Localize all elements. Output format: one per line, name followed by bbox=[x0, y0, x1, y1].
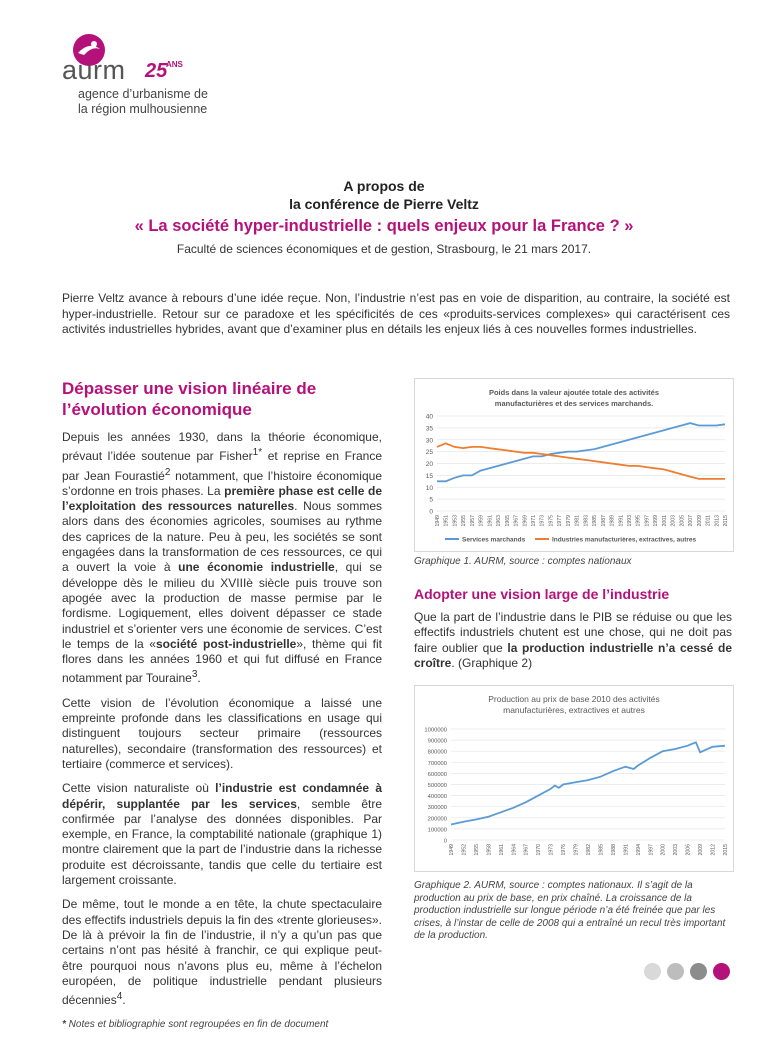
logo-wordmark: aurm bbox=[62, 55, 126, 85]
x-tick-label: 1953 bbox=[452, 515, 459, 527]
x-tick-label: 1967 bbox=[523, 844, 530, 856]
x-tick-label: 1961 bbox=[498, 844, 505, 856]
y-tick-label: 900000 bbox=[427, 738, 447, 745]
x-tick-label: 1949 bbox=[449, 844, 455, 856]
logo-tagline bbox=[78, 87, 208, 117]
y-tick-label: 200000 bbox=[427, 816, 447, 823]
legend-label: Industries manufacturières, extractives, autres bbox=[552, 536, 697, 544]
x-tick-label: 1975 bbox=[548, 515, 555, 527]
x-tick-label: 1979 bbox=[573, 844, 580, 856]
p1-text-d: . Nous sommes alors dans des économies agricoles, soumises au rythme des caprices de la nature. Peu à peu, les sociétés se sont engagées dans la transformation de ces ressources, ce qui a ouvert la voie à bbox=[62, 499, 382, 575]
x-tick-label: 1958 bbox=[486, 844, 493, 856]
main-title: « La société hyper-industrielle : quels enjeux pour la France ? » bbox=[134, 217, 634, 235]
page-indicator bbox=[644, 963, 730, 980]
footnote-star: * bbox=[62, 1019, 66, 1031]
x-tick-label: 1976 bbox=[561, 844, 568, 856]
right-text-a: Que la part de l’industrie dans le PIB se réduise ou que les effectifs industriels chutent est une chose, qui ne doit pas faire oublier que bbox=[414, 610, 732, 655]
y-tick-label: 300000 bbox=[427, 805, 447, 812]
x-tick-label: 1985 bbox=[592, 515, 599, 527]
chart-2-frame bbox=[414, 685, 734, 872]
x-tick-label: 1995 bbox=[635, 515, 642, 527]
p1-text-b: et reprise en France par Jean Fourastié bbox=[62, 449, 382, 483]
section-heading-left: Dépasser une vision linéaire de l’évolution économique bbox=[62, 379, 317, 419]
x-tick-label: 1997 bbox=[648, 844, 655, 856]
p1-text-a: Depuis les années 1930, dans la théorie économique, prévaut l’idée soutenue par Fisher bbox=[62, 430, 382, 464]
y-tick-label: 25 bbox=[425, 449, 433, 457]
x-tick-label: 1991 bbox=[618, 515, 625, 527]
footnote-ref: 4 bbox=[116, 991, 123, 1003]
x-tick-label: 1967 bbox=[513, 515, 520, 527]
x-tick-label: 2013 bbox=[714, 515, 721, 527]
x-tick-label: 2003 bbox=[673, 844, 680, 856]
y-tick-label: 1000000 bbox=[424, 727, 447, 734]
right-paragraph bbox=[414, 610, 732, 671]
p1-text-c: notamment, que l’histoire économique s’ordonne en trois phases. La bbox=[62, 468, 382, 498]
x-tick-label: 1971 bbox=[531, 515, 537, 527]
legend-label: Services marchands bbox=[462, 536, 526, 544]
x-tick-label: 1982 bbox=[586, 844, 592, 856]
y-tick-label: 400000 bbox=[427, 794, 447, 801]
x-tick-label: 1965 bbox=[504, 515, 511, 527]
y-tick-label: 10 bbox=[425, 484, 433, 492]
x-tick-label: 1979 bbox=[565, 515, 572, 527]
x-tick-label: 1964 bbox=[511, 844, 518, 856]
x-tick-label: 2000 bbox=[660, 844, 667, 856]
y-tick-label: 700000 bbox=[427, 760, 447, 767]
y-tick-label: 800000 bbox=[427, 749, 447, 756]
x-tick-label: 1977 bbox=[557, 515, 564, 527]
x-tick-label: 2009 bbox=[696, 515, 703, 527]
y-tick-label: 15 bbox=[425, 472, 433, 480]
footnote-ref: 1* bbox=[252, 447, 263, 459]
p1-text-g: . bbox=[197, 671, 201, 686]
x-tick-label: 2003 bbox=[670, 515, 677, 527]
x-tick-label: 2006 bbox=[685, 844, 692, 856]
footnote-ref: 3 bbox=[191, 669, 198, 681]
y-tick-label: 600000 bbox=[427, 771, 447, 778]
page-dot bbox=[667, 963, 684, 980]
x-tick-label: 1993 bbox=[627, 515, 633, 527]
p4-text-b: . bbox=[122, 993, 126, 1008]
intro-paragraph: Pierre Veltz avance à rebours d’une idée reçue. Non, l’industrie n’est pas en voie de disparition, au contraire, la société est hyper-industrielle. Retour sur ce paradoxe et les spécificités de ces «produits-services complexes» qui caractérisent ces activités industrielles hybrides, avant que d’examiner plus en détails les enjeux liés à ces nouvelles formes industrielles. bbox=[62, 291, 730, 336]
p1-bold-2: une économie industrielle bbox=[178, 560, 335, 575]
x-tick-label: 2011 bbox=[705, 515, 712, 527]
x-tick-label: 2007 bbox=[688, 515, 695, 527]
page-dot bbox=[713, 963, 730, 980]
x-tick-label: 2015 bbox=[723, 844, 729, 856]
chart-1-title: manufacturières et des services marchands. bbox=[494, 399, 654, 408]
footnote-text: Notes et bibliographie sont regroupées en fin de document bbox=[65, 1019, 329, 1031]
p3-text-b: , semble être confirmée par l’analyse des données disponibles. Par exemple, en France, la comptabilité nationale (graphique 1) montre clairement que la part de l’industrie dans la richesse produite est décroissante, tandis que celle du tertiaire est largement croissante. bbox=[62, 796, 382, 888]
footnote-ref: 2 bbox=[164, 466, 171, 478]
x-tick-label: 1952 bbox=[461, 844, 468, 856]
p3-text-a: Cette vision naturaliste où bbox=[62, 781, 216, 796]
y-tick-label: 35 bbox=[425, 425, 433, 433]
x-tick-label: 1981 bbox=[574, 515, 581, 527]
x-tick-label: 1988 bbox=[610, 844, 617, 856]
x-tick-label: 1994 bbox=[635, 844, 642, 856]
y-tick-label: 500000 bbox=[427, 783, 447, 789]
section-heading-right: Adopter une vision large de l’industrie bbox=[414, 586, 670, 602]
logo-ans: ANS bbox=[166, 60, 183, 69]
x-tick-label: 1957 bbox=[469, 515, 476, 527]
right-text-bold: la production industrielle n’a cessé de croître bbox=[414, 640, 733, 670]
chart-1 bbox=[415, 379, 733, 551]
x-tick-label: 1973 bbox=[539, 515, 546, 527]
x-tick-label: 1955 bbox=[473, 844, 480, 856]
logo-25: 25 bbox=[145, 60, 168, 82]
x-tick-label: 1961 bbox=[487, 515, 494, 527]
series-line-2 bbox=[437, 443, 725, 479]
p1-bold-1: première phase est celle de l’exploitation des ressources naturelles bbox=[62, 483, 383, 514]
y-tick-label: 100000 bbox=[427, 827, 447, 834]
x-tick-label: 1970 bbox=[536, 844, 543, 856]
chart-1-title: Poids dans la valeur ajoutée totale des activités bbox=[488, 388, 660, 397]
series-line-1 bbox=[451, 742, 725, 824]
left-column bbox=[62, 430, 382, 1042]
x-tick-label: 1985 bbox=[598, 844, 605, 856]
footnote bbox=[62, 1017, 382, 1032]
p4-text-a: De même, tout le monde a en tête, la chute spectaculaire des effectifs industriels depuis la fin des «trente glorieuses». De là à prévoir la fin de l’industrie, il n’y a qu’un pas que certains n’ont pas hésité à franchir, ce qui explique peut-être pourquoi nous n’avons plus eu, même à l’échelon européen, de politique industrielle pendant plusieurs décennies bbox=[62, 897, 382, 1008]
x-tick-label: 1997 bbox=[644, 515, 651, 527]
p3-bold: l’industrie est condamnée à dépérir, supplantée par les services bbox=[62, 781, 383, 811]
x-tick-label: 1969 bbox=[522, 515, 529, 527]
series-line-1 bbox=[437, 423, 725, 481]
p1-bold-3: société post-industrielle bbox=[155, 636, 297, 651]
logo-tagline-line2: la région mulhousienne bbox=[78, 102, 208, 116]
paragraph-1 bbox=[62, 430, 382, 687]
y-tick-label: 0 bbox=[429, 508, 433, 516]
title-intro bbox=[0, 177, 768, 213]
x-tick-label: 1951 bbox=[443, 515, 450, 527]
x-tick-label: 1987 bbox=[600, 515, 607, 527]
p1-text-e: , qui se développe dès le milieu du XVIIIè siècle puis trouve son apogée avec la production de masse permise par le fordisme. Logiquement, elles doivent dépasser ce stade industriel et s’orienter vers une économie de services. C’est le temps de la « bbox=[62, 560, 382, 651]
y-tick-label: 30 bbox=[425, 437, 433, 445]
x-tick-label: 1999 bbox=[653, 515, 660, 527]
x-tick-label: 2005 bbox=[679, 515, 686, 527]
y-tick-label: 5 bbox=[429, 496, 433, 504]
chart-1-caption: Graphique 1. AURM, source : comptes nationaux bbox=[414, 556, 632, 567]
chart-2 bbox=[415, 686, 733, 871]
x-tick-label: 1973 bbox=[548, 844, 555, 856]
x-tick-label: 1959 bbox=[478, 515, 485, 527]
x-tick-label: 1989 bbox=[609, 515, 616, 527]
paragraph-4 bbox=[62, 897, 382, 1008]
page-dot bbox=[690, 963, 707, 980]
x-tick-label: 1983 bbox=[583, 515, 590, 527]
chart-1-frame bbox=[414, 378, 734, 552]
x-tick-label: 1991 bbox=[623, 844, 630, 856]
x-tick-label: 1949 bbox=[435, 515, 441, 527]
x-tick-label: 2001 bbox=[661, 515, 668, 527]
chart-2-caption: Graphique 2. AURM, source : comptes nationaux. Il s’agit de la production au prix de base, en prix chaîné. La croissance de la production industrielle sur longue période n’a été freinée que par les crises, à l’instar de celle de 2008 qui a entraîné un recul très important de la production. bbox=[414, 880, 726, 941]
x-tick-label: 2009 bbox=[698, 844, 705, 856]
x-tick-label: 1955 bbox=[461, 515, 468, 527]
logo-tagline-line1: agence d’urbanisme de bbox=[78, 87, 208, 101]
title-line1: A propos de bbox=[343, 178, 425, 194]
x-tick-label: 2015 bbox=[723, 515, 729, 527]
chart-2-title: manufacturières, extractives et autres bbox=[503, 705, 645, 715]
title-line2: la conférence de Pierre Veltz bbox=[289, 196, 479, 212]
y-tick-label: 20 bbox=[425, 461, 433, 468]
paragraph-2: Cette vision de l’évolution économique a laissé une empreinte profonde dans les classifications en usage qui distinguent toujours secteur primaire (ressources naturelles), secondaire (transformation des ressources) et tertiaire (commerce et services). bbox=[62, 695, 382, 771]
right-text-b: . (Graphique 2) bbox=[451, 655, 533, 670]
y-tick-label: 0 bbox=[443, 838, 447, 845]
page-dot bbox=[644, 963, 661, 980]
x-tick-label: 1963 bbox=[496, 515, 503, 527]
venue-line: Faculté de sciences économiques et de gestion, Strasbourg, le 21 mars 2017. bbox=[176, 242, 592, 256]
paragraph-3 bbox=[62, 781, 382, 888]
y-tick-label: 40 bbox=[425, 413, 433, 421]
x-tick-label: 2012 bbox=[710, 844, 717, 856]
chart-2-title: Production au prix de base 2010 des activités bbox=[488, 694, 660, 704]
p1-text-f: », thème qui fit flores dans les années 1960 et qui fut diffusé en France notamment par Touraine bbox=[62, 636, 383, 686]
